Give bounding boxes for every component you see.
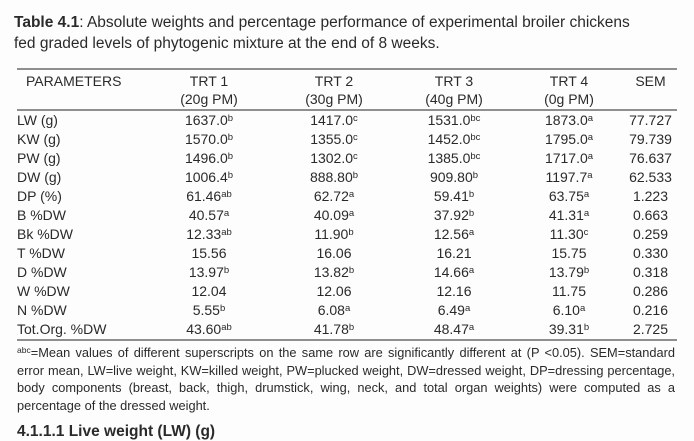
significance-superscript: a: [344, 302, 351, 314]
header-label: TRT 4: [549, 73, 589, 89]
significance-superscript: ab: [221, 226, 232, 238]
table-row: [17, 130, 677, 149]
table-row: [17, 282, 677, 301]
significance-superscript: bc: [470, 112, 481, 124]
parameter-cell: DW (g): [17, 169, 62, 185]
table-row: [17, 168, 677, 187]
parameter-cell: KW (g): [17, 131, 61, 147]
value-cell: 15.75: [551, 245, 587, 261]
table-header: [17, 69, 677, 110]
value-cell: 1570.0$^b$: [184, 131, 234, 147]
significance-superscript: a: [464, 302, 471, 314]
value-cell: 1302.0$^c$: [310, 150, 358, 166]
value-cell: 11.75: [552, 283, 586, 299]
sem-cell: 79.739: [629, 131, 672, 147]
significance-superscript: a: [583, 188, 590, 200]
footnote-superscript: abc: [17, 345, 31, 356]
significance-superscript: b: [348, 226, 354, 238]
parameter-cell: PW (g): [17, 150, 61, 166]
significance-superscript: a: [587, 131, 594, 143]
header-label: PARAMETERS: [26, 73, 122, 89]
table-row: [17, 187, 677, 206]
significance-superscript: ab: [221, 188, 232, 200]
value-cell: 888.80$^b$: [309, 169, 359, 185]
significance-superscript: b: [227, 150, 234, 162]
parameter-cell: Tot.Org. %DW: [17, 321, 107, 337]
value-cell: 1531.0$^{bc}$: [427, 112, 481, 128]
significance-superscript: c: [583, 226, 589, 238]
parameter-cell: D %DW: [17, 264, 67, 280]
value-cell: 1452.0$^{bc}$: [427, 131, 481, 147]
parameter-cell: DP (%): [17, 188, 62, 204]
sem-cell: 62.533: [629, 169, 672, 185]
sem-cell: 0.216: [632, 302, 669, 318]
next-section-heading: 4.1.1.1 Live weight (LW) (g): [17, 423, 216, 440]
value-cell: 1006.4$^b$: [184, 169, 234, 185]
sem-cell: 77.727: [629, 112, 672, 128]
sem-cell: 0.259: [632, 226, 669, 242]
significance-superscript: a: [468, 321, 475, 333]
significance-superscript: b: [472, 169, 479, 181]
sem-cell: 0.663: [632, 207, 669, 223]
value-cell: 6.08$^a$: [317, 302, 351, 318]
value-cell: 1795.0$^a$: [544, 131, 594, 147]
significance-superscript: c: [353, 131, 358, 143]
header-label: TRT 1: [189, 73, 229, 89]
table-row: [17, 206, 677, 225]
table-caption-text: : Absolute weights and percentage performance of experimental broiler chickens fed graded levels of phytogenic mixture at the end of 8 weeks.: [14, 14, 630, 52]
significance-superscript: a: [468, 226, 475, 238]
significance-superscript: b: [227, 169, 234, 181]
value-cell: 13.79$^b$: [548, 264, 590, 280]
significance-superscript: b: [468, 188, 475, 200]
significance-superscript: b: [227, 131, 234, 143]
value-cell: 6.10$^a$: [552, 302, 586, 318]
value-cell: 12.56$^a$: [433, 226, 475, 242]
sem-cell: 2.725: [632, 321, 669, 337]
value-cell: 1385.0$^{bc}$: [427, 150, 481, 166]
value-cell: 37.92$^b$: [433, 207, 475, 223]
parameter-cell: LW (g): [17, 112, 58, 128]
value-cell: 40.09$^a$: [313, 207, 355, 223]
significance-superscript: a: [348, 207, 355, 219]
value-cell: 909.80$^b$: [429, 169, 479, 185]
value-cell: 59.41$^b$: [433, 188, 475, 204]
value-cell: 5.55$^b$: [192, 302, 226, 318]
value-cell: 6.49$^a$: [437, 302, 471, 318]
table-caption-label: Table 4.1: [14, 14, 80, 31]
value-cell: 1417.0$^c$: [310, 112, 358, 128]
results-table: [17, 68, 677, 341]
header-sem: [624, 69, 677, 110]
significance-superscript: a: [348, 188, 355, 200]
table-body: [17, 110, 677, 340]
significance-superscript: b: [348, 264, 355, 276]
significance-superscript: b: [348, 321, 355, 333]
value-cell: 48.47$^a$: [433, 321, 475, 337]
header-label: SEM: [635, 73, 666, 89]
value-cell: 15.56: [191, 245, 227, 261]
significance-superscript: a: [468, 264, 475, 276]
value-cell: 1637.0$^b$: [184, 112, 234, 128]
significance-superscript: a: [223, 207, 230, 219]
significance-superscript: b: [227, 112, 234, 124]
significance-superscript: bc: [470, 131, 481, 143]
header-label: TRT 2: [314, 73, 354, 89]
value-cell: 43.60$^{ab}$: [186, 321, 232, 337]
value-cell: 40.57$^a$: [188, 207, 230, 223]
header-label: TRT 3: [434, 73, 474, 89]
table-row: [17, 320, 677, 340]
table-caption: [14, 12, 654, 54]
table-row: [17, 244, 677, 263]
value-cell: 11.90$^b$: [314, 226, 354, 242]
sem-cell: 0.318: [632, 264, 669, 280]
value-cell: 11.30$^c$: [549, 226, 589, 242]
significance-superscript: ab: [221, 321, 232, 333]
value-cell: 12.33$^{ab}$: [186, 226, 232, 242]
header-sublabel: (30g PM): [305, 91, 363, 107]
table-footnote: [17, 344, 675, 414]
value-cell: 62.72$^a$: [313, 188, 355, 204]
parameter-cell: B %DW: [17, 207, 66, 223]
value-cell: 13.82$^b$: [313, 264, 355, 280]
header-sublabel: (40g PM): [425, 91, 483, 107]
significance-superscript: b: [468, 207, 475, 219]
sem-cell: 0.330: [632, 245, 669, 261]
header-row: [17, 69, 677, 110]
value-cell: 12.06: [316, 283, 352, 299]
parameter-cell: Bk %DW: [17, 226, 73, 242]
significance-superscript: a: [583, 207, 590, 219]
value-cell: 1873.0$^a$: [544, 112, 594, 128]
value-cell: 12.16: [436, 283, 472, 299]
header-sublabel: (20g PM): [180, 91, 238, 107]
value-cell: 14.66$^a$: [433, 264, 475, 280]
sem-cell: 0.286: [632, 283, 669, 299]
header-sublabel: (0g PM): [544, 91, 594, 107]
value-cell: 12.04: [191, 283, 227, 299]
significance-superscript: b: [583, 321, 590, 333]
significance-superscript: a: [587, 150, 594, 162]
significance-superscript: c: [353, 112, 358, 124]
table-row: [17, 110, 677, 130]
header-parameters: [17, 69, 144, 110]
value-cell: 41.31$^a$: [548, 207, 590, 223]
significance-superscript: b: [219, 302, 226, 314]
header-trt4: [514, 69, 624, 110]
significance-superscript: b: [583, 264, 590, 276]
significance-superscript: c: [353, 150, 358, 162]
significance-superscript: b: [223, 264, 230, 276]
value-cell: 16.06: [316, 245, 352, 261]
value-cell: 1197.7$^a$: [545, 169, 593, 185]
significance-superscript: a: [579, 302, 586, 314]
value-cell: 16.21: [436, 245, 472, 261]
value-cell: 41.78$^b$: [313, 321, 355, 337]
value-cell: 1717.0$^a$: [544, 150, 594, 166]
table-row: [17, 149, 677, 168]
table-row: [17, 225, 677, 244]
parameter-cell: N %DW: [17, 302, 67, 318]
significance-superscript: a: [587, 169, 593, 181]
header-trt2: [274, 69, 394, 110]
parameter-cell: T %DW: [17, 245, 65, 261]
parameter-cell: W %DW: [17, 283, 70, 299]
footnote-text: =Mean values of different superscripts on the same row are significantly different at (P <0.05). SEM=standard error mean, LW=live weight, KW=killed weight, PW=plucked weight, DW=dressed weight, DP=dressing percentage, body components (breast, back, thigh, drumstick, wing, neck, and total organ weights) were computed as a percentage of the dressed weight.: [17, 345, 675, 413]
value-cell: 39.31$^b$: [548, 321, 590, 337]
significance-superscript: a: [587, 112, 594, 124]
value-cell: 13.97$^b$: [188, 264, 230, 280]
significance-superscript: b: [352, 169, 359, 181]
value-cell: 1355.0$^c$: [310, 131, 358, 147]
table-row: [17, 301, 677, 320]
header-trt3: [394, 69, 514, 110]
value-cell: 61.46$^{ab}$: [186, 188, 232, 204]
significance-superscript: bc: [470, 150, 481, 162]
sem-cell: 76.637: [629, 150, 672, 166]
sem-cell: 1.223: [632, 188, 669, 204]
value-cell: 1496.0$^b$: [184, 150, 234, 166]
table-row: [17, 263, 677, 282]
header-trt1: [144, 69, 274, 110]
value-cell: 63.75$^a$: [548, 188, 590, 204]
